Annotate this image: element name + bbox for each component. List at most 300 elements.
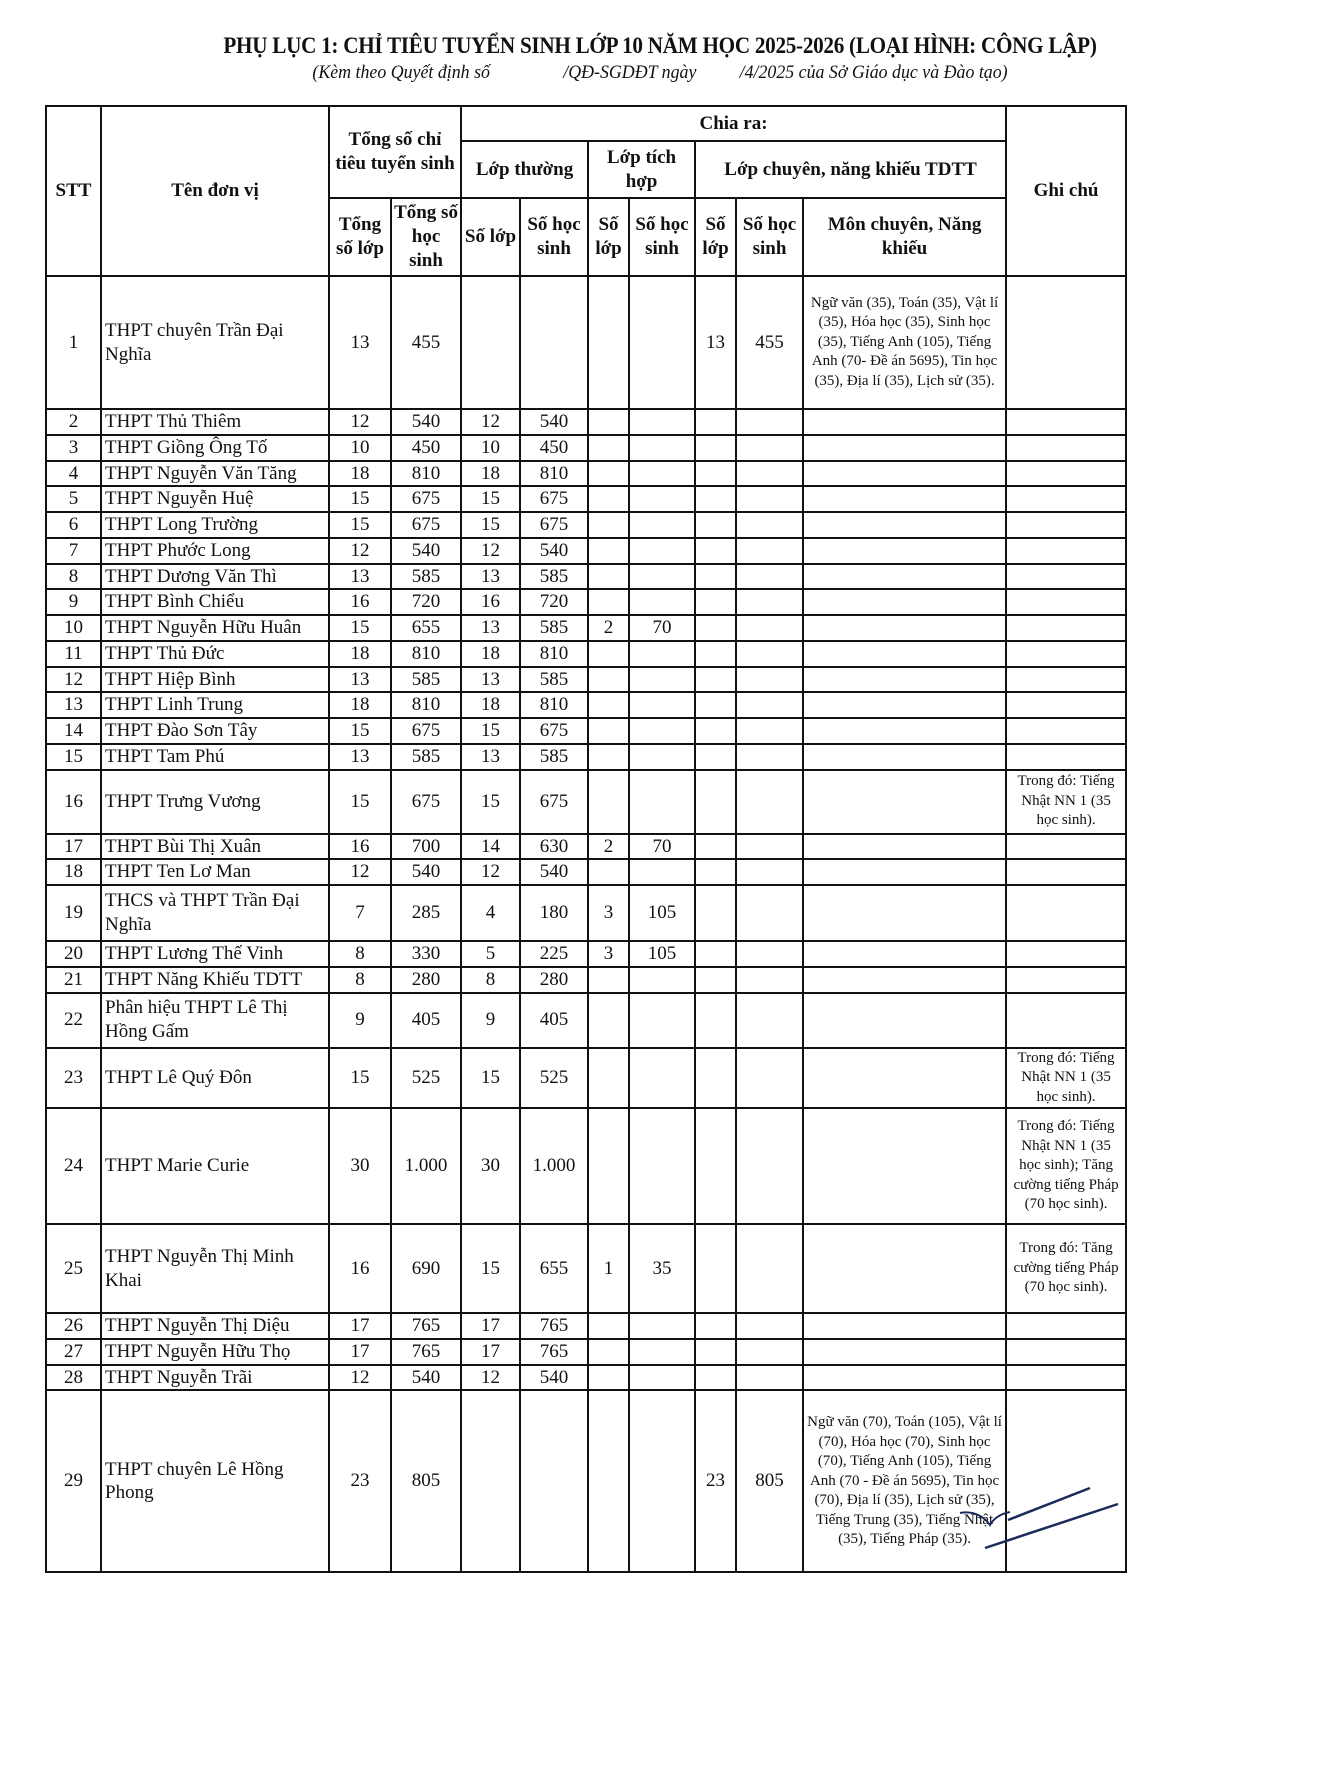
cell-specialized-classes: [695, 1365, 736, 1391]
cell-specialized-classes: [695, 770, 736, 834]
cell-specialized-students: [736, 615, 803, 641]
header-integrated-class: Lớp tích hợp: [588, 141, 695, 198]
cell-unit-name: THPT Nguyễn Trãi: [101, 1365, 329, 1391]
cell-specialized-students: [736, 859, 803, 885]
cell-total-students: 690: [391, 1224, 461, 1313]
cell-total-students: 285: [391, 885, 461, 941]
cell-specialized-subjects: [803, 1224, 1006, 1313]
cell-unit-name: THPT Nguyễn Thị Minh Khai: [101, 1224, 329, 1313]
cell-integrated-students: [629, 1390, 695, 1572]
cell-specialized-subjects: [803, 941, 1006, 967]
cell-total-classes: 9: [329, 993, 391, 1048]
header-specialized-students: Số học sinh: [736, 198, 803, 276]
header-stt: STT: [46, 106, 101, 276]
cell-integrated-classes: [588, 967, 629, 993]
cell-specialized-students: [736, 993, 803, 1048]
cell-integrated-students: [629, 1048, 695, 1109]
cell-specialized-classes: [695, 1108, 736, 1224]
cell-specialized-classes: [695, 435, 736, 461]
cell-integrated-classes: [588, 718, 629, 744]
cell-specialized-classes: [695, 718, 736, 744]
table-row: [46, 615, 1126, 641]
cell-notes: Trong đó: Tiếng Nhật NN 1 (35 học sinh).: [1006, 770, 1126, 834]
table-row: [46, 461, 1126, 487]
cell-regular-classes: 15: [461, 770, 520, 834]
cell-integrated-classes: 3: [588, 941, 629, 967]
cell-unit-name: THPT Lương Thế Vinh: [101, 941, 329, 967]
cell-unit-name: THPT Lê Quý Đôn: [101, 1048, 329, 1109]
cell-integrated-students: [629, 993, 695, 1048]
cell-regular-classes: 8: [461, 967, 520, 993]
table-row: [46, 718, 1126, 744]
cell-specialized-students: [736, 1048, 803, 1109]
cell-regular-classes: 12: [461, 409, 520, 435]
cell-specialized-classes: [695, 512, 736, 538]
cell-regular-classes: [461, 1390, 520, 1572]
cell-regular-students: 585: [520, 744, 588, 770]
cell-integrated-students: [629, 667, 695, 693]
cell-unit-name: THPT Năng Khiếu TDTT: [101, 967, 329, 993]
cell-specialized-subjects: [803, 1048, 1006, 1109]
cell-regular-classes: 15: [461, 512, 520, 538]
cell-integrated-classes: [588, 667, 629, 693]
cell-integrated-classes: [588, 461, 629, 487]
cell-integrated-students: [629, 409, 695, 435]
cell-stt: 3: [46, 435, 101, 461]
cell-stt: 2: [46, 409, 101, 435]
cell-total-classes: 16: [329, 589, 391, 615]
cell-regular-classes: 12: [461, 1365, 520, 1391]
cell-total-classes: 13: [329, 564, 391, 590]
cell-regular-classes: 13: [461, 744, 520, 770]
cell-integrated-students: [629, 1108, 695, 1224]
cell-stt: 19: [46, 885, 101, 941]
cell-regular-students: 765: [520, 1339, 588, 1365]
cell-specialized-classes: [695, 993, 736, 1048]
cell-specialized-classes: [695, 1224, 736, 1313]
cell-stt: 14: [46, 718, 101, 744]
cell-specialized-subjects: [803, 486, 1006, 512]
cell-specialized-students: [736, 589, 803, 615]
table-row: [46, 435, 1126, 461]
cell-total-students: 675: [391, 512, 461, 538]
cell-notes: [1006, 1339, 1126, 1365]
cell-stt: 13: [46, 692, 101, 718]
cell-total-students: 1.000: [391, 1108, 461, 1224]
cell-regular-students: 810: [520, 641, 588, 667]
cell-total-students: 720: [391, 589, 461, 615]
cell-integrated-students: [629, 1313, 695, 1339]
cell-total-students: 675: [391, 718, 461, 744]
cell-specialized-subjects: [803, 834, 1006, 860]
cell-specialized-classes: [695, 409, 736, 435]
cell-specialized-students: [736, 409, 803, 435]
cell-notes: Trong đó: Tiếng Nhật NN 1 (35 học sinh); Tăng cường tiếng Pháp (70 học sinh).: [1006, 1108, 1126, 1224]
cell-total-classes: 18: [329, 692, 391, 718]
cell-integrated-students: [629, 1339, 695, 1365]
cell-specialized-students: [736, 1365, 803, 1391]
cell-integrated-classes: [588, 1048, 629, 1109]
cell-total-students: 765: [391, 1313, 461, 1339]
cell-regular-classes: 18: [461, 692, 520, 718]
cell-notes: [1006, 1390, 1126, 1572]
cell-regular-classes: 17: [461, 1339, 520, 1365]
cell-specialized-subjects: [803, 718, 1006, 744]
table-row: [46, 641, 1126, 667]
cell-specialized-classes: [695, 1048, 736, 1109]
cell-stt: 16: [46, 770, 101, 834]
table-row: [46, 1313, 1126, 1339]
cell-stt: 29: [46, 1390, 101, 1572]
cell-specialized-students: [736, 667, 803, 693]
cell-total-students: 450: [391, 435, 461, 461]
cell-regular-students: 280: [520, 967, 588, 993]
cell-regular-classes: 30: [461, 1108, 520, 1224]
cell-specialized-subjects: [803, 967, 1006, 993]
cell-specialized-classes: 13: [695, 276, 736, 409]
cell-notes: Trong đó: Tiếng Nhật NN 1 (35 học sinh).: [1006, 1048, 1126, 1109]
cell-regular-students: 540: [520, 538, 588, 564]
table-row: [46, 770, 1126, 834]
cell-specialized-subjects: [803, 667, 1006, 693]
cell-integrated-students: 70: [629, 834, 695, 860]
cell-specialized-students: [736, 1224, 803, 1313]
cell-specialized-classes: [695, 615, 736, 641]
cell-notes: [1006, 885, 1126, 941]
cell-total-classes: 15: [329, 486, 391, 512]
cell-regular-classes: 13: [461, 564, 520, 590]
cell-specialized-classes: [695, 692, 736, 718]
header-regular-class: Lớp thường: [461, 141, 588, 198]
cell-unit-name: THPT Nguyễn Thị Diệu: [101, 1313, 329, 1339]
cell-total-students: 455: [391, 276, 461, 409]
cell-integrated-students: [629, 589, 695, 615]
table-row: [46, 885, 1126, 941]
cell-total-students: 810: [391, 461, 461, 487]
cell-total-classes: 16: [329, 834, 391, 860]
cell-unit-name: THPT chuyên Lê Hồng Phong: [101, 1390, 329, 1572]
cell-regular-classes: 12: [461, 538, 520, 564]
cell-specialized-subjects: [803, 615, 1006, 641]
cell-integrated-classes: [588, 641, 629, 667]
cell-specialized-subjects: [803, 409, 1006, 435]
cell-specialized-subjects: [803, 1108, 1006, 1224]
cell-integrated-students: [629, 564, 695, 590]
cell-stt: 21: [46, 967, 101, 993]
cell-unit-name: THPT Nguyễn Hữu Huân: [101, 615, 329, 641]
cell-specialized-students: [736, 834, 803, 860]
cell-notes: [1006, 993, 1126, 1048]
cell-integrated-students: [629, 461, 695, 487]
table-row: [46, 276, 1126, 409]
header-integrated-classes: Số lớp: [588, 198, 629, 276]
cell-regular-classes: 13: [461, 667, 520, 693]
cell-regular-students: 405: [520, 993, 588, 1048]
cell-regular-students: 225: [520, 941, 588, 967]
table-row: [46, 941, 1126, 967]
cell-notes: [1006, 941, 1126, 967]
cell-specialized-subjects: [803, 589, 1006, 615]
cell-unit-name: THPT Hiệp Bình: [101, 667, 329, 693]
table-row: [46, 538, 1126, 564]
cell-integrated-students: 70: [629, 615, 695, 641]
cell-total-students: 585: [391, 667, 461, 693]
cell-integrated-students: [629, 538, 695, 564]
cell-specialized-students: [736, 744, 803, 770]
cell-regular-classes: 5: [461, 941, 520, 967]
cell-specialized-students: [736, 770, 803, 834]
cell-total-students: 675: [391, 486, 461, 512]
cell-stt: 25: [46, 1224, 101, 1313]
cell-stt: 18: [46, 859, 101, 885]
cell-specialized-students: [736, 486, 803, 512]
cell-specialized-subjects: [803, 993, 1006, 1048]
document-title: PHỤ LỤC 1: CHỈ TIÊU TUYỂN SINH LỚP 10 NĂM HỌC 2025-2026 (LOẠI HÌNH: CÔNG LẬP): [223, 33, 1097, 58]
table-row: [46, 1048, 1126, 1109]
header-total-classes: Tổng số lớp: [329, 198, 391, 276]
cell-total-classes: 15: [329, 512, 391, 538]
cell-unit-name: Phân hiệu THPT Lê Thị Hồng Gấm: [101, 993, 329, 1048]
cell-specialized-subjects: [803, 538, 1006, 564]
cell-integrated-classes: [588, 486, 629, 512]
cell-integrated-students: [629, 770, 695, 834]
cell-regular-students: 540: [520, 409, 588, 435]
table-row: [46, 1365, 1126, 1391]
header-unit-name: Tên đơn vị: [101, 106, 329, 276]
cell-stt: 10: [46, 615, 101, 641]
cell-total-students: 330: [391, 941, 461, 967]
cell-regular-classes: 15: [461, 486, 520, 512]
cell-specialized-subjects: [803, 744, 1006, 770]
cell-regular-students: 180: [520, 885, 588, 941]
cell-notes: [1006, 718, 1126, 744]
cell-notes: [1006, 1313, 1126, 1339]
cell-integrated-classes: [588, 692, 629, 718]
table-row: [46, 409, 1126, 435]
cell-specialized-subjects: [803, 564, 1006, 590]
cell-unit-name: THPT Bùi Thị Xuân: [101, 834, 329, 860]
cell-stt: 7: [46, 538, 101, 564]
cell-integrated-classes: [588, 538, 629, 564]
cell-stt: 15: [46, 744, 101, 770]
cell-regular-students: 540: [520, 859, 588, 885]
cell-regular-students: 720: [520, 589, 588, 615]
cell-unit-name: THPT Nguyễn Hữu Thọ: [101, 1339, 329, 1365]
cell-total-classes: 8: [329, 967, 391, 993]
cell-total-students: 700: [391, 834, 461, 860]
cell-notes: [1006, 409, 1126, 435]
cell-unit-name: THPT Giồng Ông Tố: [101, 435, 329, 461]
header-specialized-classes: Số lớp: [695, 198, 736, 276]
cell-total-classes: 15: [329, 718, 391, 744]
cell-integrated-students: 35: [629, 1224, 695, 1313]
cell-specialized-subjects: [803, 770, 1006, 834]
cell-regular-classes: 18: [461, 461, 520, 487]
cell-integrated-classes: [588, 1313, 629, 1339]
cell-notes: [1006, 615, 1126, 641]
table-header: [46, 106, 1126, 276]
header-regular-classes: Số lớp: [461, 198, 520, 276]
cell-integrated-classes: [588, 1108, 629, 1224]
cell-total-classes: 12: [329, 409, 391, 435]
header-breakdown: Chia ra:: [461, 106, 1006, 141]
cell-stt: 23: [46, 1048, 101, 1109]
header-total-quota: Tổng số chỉ tiêu tuyển sinh: [329, 106, 461, 198]
cell-integrated-students: [629, 718, 695, 744]
cell-notes: [1006, 486, 1126, 512]
cell-integrated-classes: [588, 859, 629, 885]
table-row: [46, 1224, 1126, 1313]
cell-integrated-classes: 2: [588, 615, 629, 641]
cell-stt: 26: [46, 1313, 101, 1339]
cell-regular-classes: 12: [461, 859, 520, 885]
cell-unit-name: THPT Thủ Thiêm: [101, 409, 329, 435]
cell-specialized-subjects: [803, 461, 1006, 487]
cell-total-classes: 13: [329, 667, 391, 693]
cell-total-classes: 15: [329, 615, 391, 641]
cell-integrated-classes: 3: [588, 885, 629, 941]
cell-total-classes: 10: [329, 435, 391, 461]
cell-stt: 1: [46, 276, 101, 409]
cell-stt: 4: [46, 461, 101, 487]
cell-specialized-students: [736, 885, 803, 941]
cell-total-students: 540: [391, 409, 461, 435]
cell-total-classes: 18: [329, 461, 391, 487]
enrollment-quota-table: [45, 105, 1127, 1573]
header-specialized-subjects: Môn chuyên, Năng khiếu: [803, 198, 1006, 276]
cell-specialized-classes: [695, 885, 736, 941]
cell-specialized-subjects: [803, 1339, 1006, 1365]
cell-specialized-classes: [695, 538, 736, 564]
cell-unit-name: THPT Linh Trung: [101, 692, 329, 718]
cell-specialized-students: [736, 692, 803, 718]
cell-regular-classes: 13: [461, 615, 520, 641]
cell-notes: [1006, 435, 1126, 461]
cell-specialized-classes: [695, 859, 736, 885]
table-row: [46, 1108, 1126, 1224]
cell-total-classes: 23: [329, 1390, 391, 1572]
cell-notes: [1006, 564, 1126, 590]
cell-integrated-students: 105: [629, 885, 695, 941]
cell-notes: [1006, 1365, 1126, 1391]
cell-regular-students: 525: [520, 1048, 588, 1109]
cell-specialized-students: [736, 538, 803, 564]
cell-total-students: 540: [391, 1365, 461, 1391]
cell-notes: [1006, 834, 1126, 860]
cell-unit-name: THPT Long Trường: [101, 512, 329, 538]
cell-total-classes: 17: [329, 1339, 391, 1365]
cell-stt: 11: [46, 641, 101, 667]
cell-notes: [1006, 512, 1126, 538]
cell-integrated-classes: 1: [588, 1224, 629, 1313]
cell-stt: 24: [46, 1108, 101, 1224]
cell-regular-classes: 15: [461, 718, 520, 744]
cell-specialized-classes: [695, 589, 736, 615]
cell-specialized-subjects: [803, 885, 1006, 941]
cell-total-classes: 16: [329, 1224, 391, 1313]
cell-specialized-subjects: Ngữ văn (70), Toán (105), Vật lí (70), Hóa học (70), Sinh học (70), Tiếng Anh (105), Tiếng Anh (70 - Đề án 5695), Tin học (70), Địa lí (35), Lịch sử (35), Tiếng Trung (35), Tiếng Nhật (35), Tiếng Pháp (35).: [803, 1390, 1006, 1572]
cell-total-students: 585: [391, 744, 461, 770]
cell-notes: [1006, 538, 1126, 564]
cell-regular-students: [520, 276, 588, 409]
cell-total-classes: 12: [329, 859, 391, 885]
cell-specialized-students: 805: [736, 1390, 803, 1572]
cell-total-classes: 12: [329, 538, 391, 564]
cell-total-students: 405: [391, 993, 461, 1048]
cell-regular-classes: 16: [461, 589, 520, 615]
cell-specialized-subjects: [803, 641, 1006, 667]
cell-total-classes: 18: [329, 641, 391, 667]
cell-specialized-classes: [695, 564, 736, 590]
cell-total-classes: 8: [329, 941, 391, 967]
cell-integrated-students: [629, 692, 695, 718]
cell-integrated-classes: [588, 589, 629, 615]
cell-specialized-classes: [695, 667, 736, 693]
cell-unit-name: THPT Trưng Vương: [101, 770, 329, 834]
cell-specialized-subjects: Ngữ văn (35), Toán (35), Vật lí (35), Hóa học (35), Sinh học (35), Tiếng Anh (105), Tiếng Anh (70- Đề án 5695), Tin học (35), Địa lí (35), Lịch sử (35).: [803, 276, 1006, 409]
cell-total-students: 765: [391, 1339, 461, 1365]
table-row: [46, 1339, 1126, 1365]
cell-specialized-students: [736, 1108, 803, 1224]
cell-total-classes: 15: [329, 1048, 391, 1109]
cell-specialized-students: [736, 1339, 803, 1365]
cell-unit-name: THPT Marie Curie: [101, 1108, 329, 1224]
cell-specialized-classes: [695, 834, 736, 860]
table-row: [46, 834, 1126, 860]
cell-total-students: 810: [391, 641, 461, 667]
cell-specialized-students: [736, 941, 803, 967]
cell-stt: 5: [46, 486, 101, 512]
cell-unit-name: THPT Nguyễn Văn Tăng: [101, 461, 329, 487]
cell-stt: 6: [46, 512, 101, 538]
cell-integrated-students: [629, 744, 695, 770]
header-integrated-students: Số học sinh: [629, 198, 695, 276]
cell-stt: 12: [46, 667, 101, 693]
cell-total-classes: 13: [329, 744, 391, 770]
cell-regular-classes: 4: [461, 885, 520, 941]
cell-specialized-classes: [695, 744, 736, 770]
table-row: [46, 967, 1126, 993]
cell-total-students: 585: [391, 564, 461, 590]
cell-stt: 27: [46, 1339, 101, 1365]
table-body: [46, 276, 1126, 1572]
cell-regular-students: 675: [520, 486, 588, 512]
cell-integrated-classes: [588, 993, 629, 1048]
subtitle-part2: /QĐ-SGDĐT ngày: [563, 62, 697, 83]
cell-regular-students: 655: [520, 1224, 588, 1313]
cell-regular-classes: 17: [461, 1313, 520, 1339]
cell-regular-students: 765: [520, 1313, 588, 1339]
cell-regular-classes: 18: [461, 641, 520, 667]
cell-specialized-subjects: [803, 859, 1006, 885]
cell-regular-classes: 10: [461, 435, 520, 461]
cell-integrated-students: [629, 967, 695, 993]
cell-integrated-classes: [588, 1339, 629, 1365]
cell-specialized-students: [736, 564, 803, 590]
header-total-students: Tổng số học sinh: [391, 198, 461, 276]
cell-unit-name: THPT Tam Phú: [101, 744, 329, 770]
cell-total-students: 805: [391, 1390, 461, 1572]
cell-regular-students: 540: [520, 1365, 588, 1391]
cell-specialized-students: [736, 435, 803, 461]
cell-specialized-classes: [695, 1339, 736, 1365]
cell-integrated-classes: [588, 276, 629, 409]
cell-specialized-subjects: [803, 512, 1006, 538]
cell-integrated-students: [629, 512, 695, 538]
cell-regular-students: 675: [520, 718, 588, 744]
cell-integrated-students: [629, 435, 695, 461]
cell-regular-students: 585: [520, 667, 588, 693]
